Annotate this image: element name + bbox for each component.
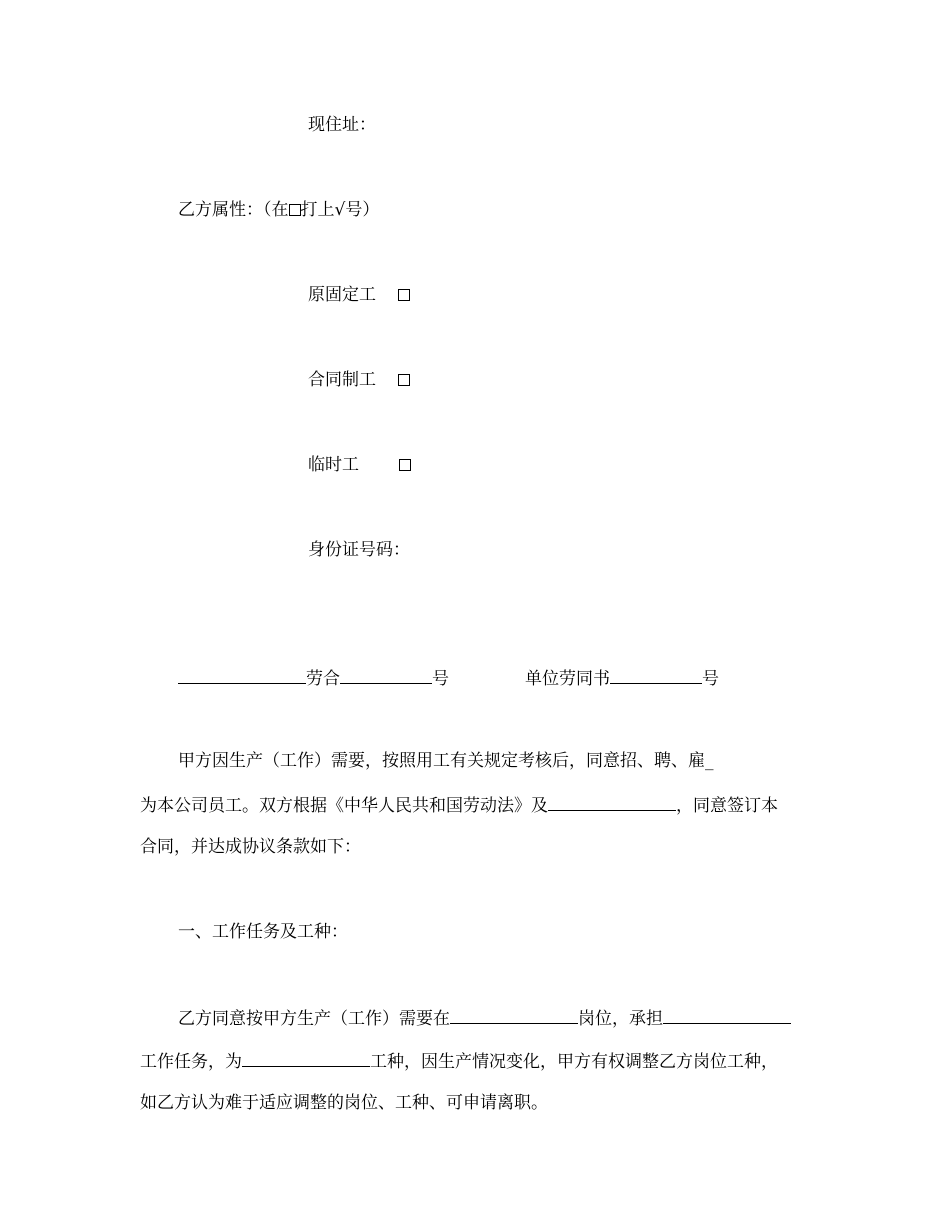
section-1-line-2-tail: 工种，因生产情况变化，甲方有权调整乙方岗位工种，	[370, 1052, 778, 1072]
job-type-blank[interactable]	[242, 1048, 370, 1067]
section-1-line-2	[140, 1048, 778, 1072]
contract-serial-blank[interactable]	[340, 665, 432, 684]
option-contract-worker	[308, 368, 410, 392]
unit-contract-text: 单位劳同书	[525, 669, 610, 689]
regulation-blank[interactable]	[548, 792, 676, 811]
intro-line-3: 合同，并达成协议条款如下：	[140, 837, 361, 857]
contract-number-suffix: 号	[432, 669, 449, 689]
intro-line-1: 甲方因生产（工作）需要，按照用工有关规定考核后，同意招、聘、雇_	[178, 751, 714, 771]
option-fixed-worker	[308, 283, 410, 307]
section-1-line-3: 如乙方认为难于适应调整的岗位、工种、可申请离职。	[140, 1093, 548, 1113]
section-1-line-1-mid: 岗位，承担	[578, 1009, 663, 1029]
unit-contract-blank[interactable]	[610, 665, 702, 684]
checkbox-sample-icon	[289, 204, 301, 216]
intro-line-2-text: 为本公司员工。双方根据《中华人民共和国劳动法》及	[140, 796, 548, 816]
party-b-attribute-heading	[178, 198, 379, 222]
task-blank[interactable]	[663, 1005, 791, 1024]
option-label: 合同制工	[308, 370, 376, 390]
party-b-attribute-instruction: 打上√号）	[300, 200, 380, 220]
fixed-worker-checkbox[interactable]	[398, 289, 410, 301]
intro-line-2	[140, 792, 778, 816]
option-label: 临时工	[308, 455, 359, 475]
section-1-line-1	[178, 1005, 791, 1029]
id-number-label: 身份证号码：	[308, 540, 410, 560]
party-b-attribute-label: 乙方属性：（在	[178, 200, 289, 220]
contract-worker-checkbox[interactable]	[398, 374, 410, 386]
contract-number-blank[interactable]	[178, 665, 306, 684]
option-label: 原固定工	[308, 285, 376, 305]
section-1-line-1-text: 乙方同意按甲方生产（工作）需要在	[178, 1009, 450, 1029]
position-blank[interactable]	[450, 1005, 578, 1024]
intro-line-2-tail: ，同意签订本	[676, 796, 778, 816]
temporary-worker-checkbox[interactable]	[399, 459, 411, 471]
contract-number-text: 劳合	[306, 669, 340, 689]
current-address-label: 现住址：	[308, 115, 376, 135]
unit-contract-suffix: 号	[702, 669, 719, 689]
section-1-title: 一、工作任务及工种：	[178, 922, 348, 942]
contract-number-line	[178, 665, 719, 689]
option-temporary-worker	[308, 453, 411, 477]
section-1-line-2-text: 工作任务，为	[140, 1052, 242, 1072]
